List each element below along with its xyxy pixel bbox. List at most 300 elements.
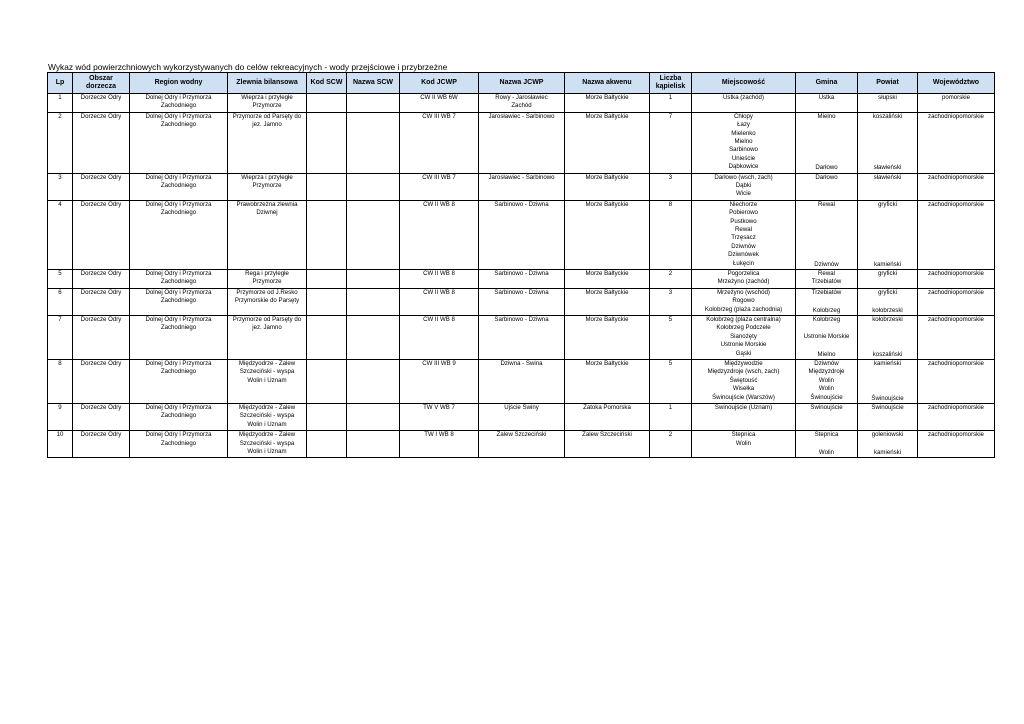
cell-line: Przymorskie do Parsęty (234, 297, 300, 305)
cell-line: Kołobrzeg (plaża centralna) (706, 315, 781, 323)
cell-gmina (796, 315, 858, 359)
cell-line: Dorzecze Odry (80, 359, 122, 367)
cell-miejscowosc (692, 315, 796, 359)
cell-line: Pogorzelica (727, 269, 760, 277)
cell-line: 2 (668, 269, 673, 277)
cell-line: Przymorze (252, 278, 282, 286)
cell-line: 4 (58, 200, 62, 208)
cell-liczba-kapielisk (650, 269, 692, 288)
cell-line: zachodniopomorskie (928, 173, 984, 181)
cell-line: Dorzecze Odry (80, 200, 122, 208)
cell-region-wodny (130, 173, 228, 200)
cell-gmina (796, 200, 858, 269)
cell-wojewodztwo (918, 173, 995, 200)
cell-line: Przymorze od J.Resko (236, 288, 298, 296)
cell-wojewodztwo (918, 112, 995, 173)
cell-lp (48, 94, 73, 113)
cell-powiat (858, 173, 918, 200)
cell-region-wodny (130, 112, 228, 173)
cell-line: gryficki (878, 269, 897, 277)
cell-nazwa-jcwp (479, 288, 565, 315)
cell-line: zachodniopomorskie (928, 359, 984, 367)
cell-line: Dorzecze Odry (80, 431, 122, 439)
cell-line: Wolin i Uznam (247, 376, 287, 384)
cell-line: Międzyodrze - Zalew (238, 431, 296, 439)
cell-line: Świnoujście (871, 403, 904, 411)
cell-kod-jcwp (400, 315, 479, 359)
cell-line: pomorskie (941, 94, 971, 101)
cell-zlewnia-bilansowa (228, 431, 307, 458)
cell-nazwa-jcwp (479, 403, 565, 430)
cell-line: Gąski (735, 349, 752, 357)
header-gmina: Gmina (796, 73, 858, 94)
cell-nazwa-jcwp (479, 269, 565, 288)
cell-zlewnia-bilansowa (228, 403, 307, 430)
table-row (48, 403, 995, 430)
cell-line: Dolnej Odry i Przymorza (145, 403, 212, 411)
table-row (48, 315, 995, 359)
cell-line: Darłowo (wsch, zach) (714, 173, 773, 181)
cell-line: Morze Bałtyckie (585, 200, 629, 208)
cell-gmina (796, 431, 858, 458)
cell-miejscowosc (692, 200, 796, 269)
cell-line: Kołobrzeg (812, 315, 841, 323)
cell-line: Morze Bałtyckie (585, 269, 629, 277)
cell-line: Zachodniego (160, 209, 197, 217)
cell-line: 8 (58, 359, 62, 367)
cell-line: sławieński (873, 164, 902, 172)
cell-line: Dolnej Odry i Przymorza (145, 269, 212, 277)
cell-region-wodny (130, 403, 228, 430)
cell-wojewodztwo (918, 94, 995, 113)
cell-wojewodztwo (918, 269, 995, 288)
cell-line: Ustronie Morskie (720, 341, 767, 349)
cell-line: Dziwna - Świna (500, 359, 543, 367)
cell-kod-jcwp (400, 431, 479, 458)
cell-line: 1 (668, 403, 673, 411)
cell-line: CW II WB 8 (423, 269, 455, 277)
header-nazwa-akwenu: Nazwa akwenu (565, 73, 650, 94)
cell-line: zachodniopomorskie (928, 403, 984, 411)
cell-powiat (858, 112, 918, 173)
cell-obszar-dorzecza (73, 200, 130, 269)
cell-line: Sianożęty (730, 332, 757, 340)
cell-lp (48, 288, 73, 315)
cell-line: Przymorze od Parsęty do (232, 315, 302, 323)
cell-line: Zatoka Pomorska (583, 403, 631, 411)
cell-obszar-dorzecza (73, 269, 130, 288)
cell-line: Dolnej Odry i Przymorza (145, 112, 212, 120)
cell-line: 9 (58, 403, 62, 411)
cell-nazwa-scw (347, 315, 400, 359)
cell-powiat (858, 315, 918, 359)
cell-line: 1 (58, 94, 62, 101)
cell-lp (48, 269, 73, 288)
cell-line: Przymorze (252, 182, 282, 189)
cell-obszar-dorzecza (73, 431, 130, 458)
cell-wojewodztwo (918, 403, 995, 430)
cell-line: Dolnej Odry i Przymorza (145, 359, 212, 367)
cell-line: Ustronie Morskie (803, 333, 850, 341)
cell-miejscowosc (692, 269, 796, 288)
cell-line: Ustka (818, 94, 835, 101)
cell-line: Dolnej Odry i Przymorza (145, 200, 212, 208)
cell-line: Przymorze od Parsęty do (232, 112, 302, 120)
header-zlewnia-bilansowa: Zlewnia bilansowa (228, 73, 307, 94)
cell-line: Wieprza i przyległe (241, 173, 293, 181)
cell-line: Sarbinowo - Dziwna (494, 269, 549, 277)
cell-kod-jcwp (400, 94, 479, 113)
cell-line: 5 (668, 359, 673, 367)
cell-line: Kołobrzeg (812, 306, 841, 314)
cell-nazwa-scw (347, 431, 400, 458)
cell-liczba-kapielisk (650, 288, 692, 315)
cell-zlewnia-bilansowa (228, 269, 307, 288)
cell-region-wodny (130, 200, 228, 269)
cell-nazwa-jcwp (479, 431, 565, 458)
cell-zlewnia-bilansowa (228, 288, 307, 315)
cell-line: Przymorze (252, 102, 282, 110)
table-row (48, 200, 995, 269)
cell-line: Dorzecze Odry (80, 403, 122, 411)
cell-line: zachodniopomorskie (928, 112, 984, 120)
cell-line: Dziwnej (256, 209, 278, 217)
cell-wojewodztwo (918, 200, 995, 269)
cell-line: zachodniopomorskie (928, 315, 984, 323)
cell-kod-jcwp (400, 173, 479, 200)
cell-line: Zalew Szczeciński (496, 431, 547, 439)
cell-line: Międzyodrze - Zalew (238, 359, 296, 367)
cell-line: CW II WB 6W (420, 94, 458, 101)
cell-miejscowosc (692, 112, 796, 173)
cell-line: Kołobrzeg (plaża zachodnia) (704, 305, 783, 313)
cell-nazwa-jcwp (479, 94, 565, 113)
cell-line: Zachodniego (160, 412, 197, 420)
cell-line: Łukęcin (732, 259, 754, 267)
cell-region-wodny (130, 315, 228, 359)
cell-line: Świnoujście (810, 403, 843, 411)
cell-line: Zachodniego (160, 324, 197, 332)
cell-line: Zachodniego (160, 439, 197, 447)
cell-gmina (796, 112, 858, 173)
cell-gmina (796, 359, 858, 403)
cell-line: koszaliński (872, 350, 903, 358)
cell-powiat (858, 288, 918, 315)
cell-line: Wolin (818, 376, 835, 384)
cell-nazwa-akwenu (565, 431, 650, 458)
cell-line: Wolin (735, 439, 752, 447)
cell-line: Morze Bałtyckie (585, 359, 629, 367)
cell-line: Dziwnów (814, 359, 839, 367)
cell-zlewnia-bilansowa (228, 315, 307, 359)
cell-liczba-kapielisk (650, 200, 692, 269)
cell-line: Zachodniego (160, 121, 197, 129)
cell-line: Morze Bałtyckie (585, 288, 629, 296)
cell-region-wodny (130, 359, 228, 403)
cell-line: Międzywodzie (724, 359, 763, 367)
cell-line: Świnoujście (871, 394, 904, 402)
cell-line: CW II WB 8 (423, 288, 455, 296)
cell-liczba-kapielisk (650, 112, 692, 173)
table-row (48, 359, 995, 403)
cell-line: Międzyzdroje (808, 368, 845, 376)
cell-line: Dorzecze Odry (80, 288, 122, 296)
cell-line: Trzebiatów (811, 288, 842, 296)
cell-line: Prawobrzeżna zlewnia (236, 200, 298, 208)
cell-wojewodztwo (918, 431, 995, 458)
cell-line: Dolnej Odry i Przymorza (145, 94, 212, 101)
header-nazwa-scw: Nazwa SCW (347, 73, 400, 94)
cell-line: Niechorze (729, 200, 758, 208)
cell-lp (48, 173, 73, 200)
cell-obszar-dorzecza (73, 112, 130, 173)
cell-wojewodztwo (918, 359, 995, 403)
cell-line: CW II WB 8 (423, 200, 455, 208)
cell-line: Łazy (737, 121, 750, 129)
cell-line: Świętouść (729, 376, 758, 384)
cell-lp (48, 112, 73, 173)
cell-line: TW I WB 8 (424, 431, 454, 439)
cell-gmina (796, 173, 858, 200)
cell-liczba-kapielisk (650, 94, 692, 113)
cell-line: CW III WB 9 (422, 359, 456, 367)
cell-wojewodztwo (918, 288, 995, 315)
cell-line: Sarbinowo - Dziwna (494, 200, 549, 208)
cell-line: Świnoujście (Warszów) (712, 393, 775, 401)
cell-nazwa-jcwp (479, 359, 565, 403)
cell-liczba-kapielisk (650, 173, 692, 200)
header-nazwa-jcwp: Nazwa JCWP (479, 73, 565, 94)
cell-kod-jcwp (400, 403, 479, 430)
cell-line: Trzebiatów (811, 278, 842, 286)
cell-line: Stepnica (814, 431, 839, 439)
cell-obszar-dorzecza (73, 288, 130, 315)
cell-line: Sarbinowo (729, 146, 758, 154)
cell-line: Zachód (511, 102, 532, 110)
cell-line: Wieprza i przyległe (241, 94, 293, 101)
cell-line: Rewal (818, 269, 835, 277)
cell-lp (48, 403, 73, 430)
cell-kod-jcwp (400, 288, 479, 315)
cell-line: 3 (668, 288, 673, 296)
table-row (48, 112, 995, 173)
cell-line: Wolin (818, 385, 835, 393)
cell-kod-jcwp (400, 269, 479, 288)
cell-line: Mielno (817, 112, 836, 120)
cell-line: gryficki (878, 200, 897, 208)
table-row (48, 288, 995, 315)
cell-line: jez. Jamno (252, 121, 282, 129)
cell-line: kołobrzeski (872, 306, 903, 314)
cell-line: Wicie (736, 190, 751, 198)
cell-line: Pobierowo (729, 209, 758, 217)
cell-gmina (796, 269, 858, 288)
cell-nazwa-akwenu (565, 269, 650, 288)
cell-line: Chłopy (734, 112, 753, 120)
cell-line: Dorzecze Odry (80, 94, 122, 101)
cell-line: Międzyzdroje (wsch, zach) (707, 368, 780, 376)
cell-powiat (858, 269, 918, 288)
table-row (48, 431, 995, 458)
cell-line: Wolin (818, 448, 835, 456)
cell-line: Dąbkowice (728, 163, 759, 171)
cell-line: Dąbki (735, 182, 752, 189)
header-obszar-dorzecza: Obszar dorzecza (73, 73, 130, 94)
cell-nazwa-jcwp (479, 112, 565, 173)
cell-line: Rewal (818, 200, 835, 208)
cell-nazwa-akwenu (565, 288, 650, 315)
water-bodies-table (47, 72, 995, 458)
cell-zlewnia-bilansowa (228, 94, 307, 113)
cell-line: 2 (668, 431, 673, 439)
cell-line: Morze Bałtyckie (585, 94, 629, 101)
cell-line: kamieński (873, 448, 902, 456)
cell-line: Dorzecze Odry (80, 269, 122, 277)
cell-line: TW V WB 7 (423, 403, 455, 411)
cell-kod-jcwp (400, 200, 479, 269)
cell-kod-scw (307, 269, 347, 288)
cell-kod-scw (307, 431, 347, 458)
cell-line: Rega i przyległe (245, 269, 289, 277)
cell-line: Darłowo (815, 164, 838, 172)
cell-kod-scw (307, 94, 347, 113)
cell-line: jez. Jamno (252, 324, 282, 332)
cell-nazwa-jcwp (479, 173, 565, 200)
cell-miejscowosc (692, 94, 796, 113)
cell-line: CW III WB 7 (422, 112, 456, 120)
cell-line: 3 (668, 173, 673, 181)
cell-line: Sarbinowo - Dziwna (494, 288, 549, 296)
header-powiat: Powiat (858, 73, 918, 94)
cell-line: 6 (58, 288, 62, 296)
cell-line: 7 (668, 112, 673, 120)
cell-nazwa-scw (347, 173, 400, 200)
cell-line: Zachodniego (160, 297, 197, 305)
cell-line: Wisełka (732, 385, 755, 393)
cell-obszar-dorzecza (73, 94, 130, 113)
cell-zlewnia-bilansowa (228, 173, 307, 200)
cell-liczba-kapielisk (650, 431, 692, 458)
cell-nazwa-akwenu (565, 403, 650, 430)
cell-line: Zachodniego (160, 182, 197, 189)
cell-nazwa-akwenu (565, 359, 650, 403)
cell-kod-jcwp (400, 112, 479, 173)
cell-nazwa-scw (347, 200, 400, 269)
cell-powiat (858, 403, 918, 430)
cell-powiat (858, 94, 918, 113)
cell-line: sławieński (873, 173, 902, 181)
cell-nazwa-scw (347, 403, 400, 430)
cell-line: 2 (58, 112, 62, 120)
cell-line: zachodniopomorskie (928, 269, 984, 277)
cell-nazwa-scw (347, 359, 400, 403)
cell-liczba-kapielisk (650, 359, 692, 403)
cell-nazwa-akwenu (565, 200, 650, 269)
cell-nazwa-jcwp (479, 315, 565, 359)
cell-miejscowosc (692, 431, 796, 458)
cell-zlewnia-bilansowa (228, 200, 307, 269)
cell-nazwa-scw (347, 94, 400, 113)
cell-kod-jcwp (400, 359, 479, 403)
cell-line: Morze Bałtyckie (585, 112, 629, 120)
cell-obszar-dorzecza (73, 173, 130, 200)
cell-line: kamieński (873, 260, 902, 268)
cell-line: Dorzecze Odry (80, 315, 122, 323)
cell-line: kołobrzeski (872, 315, 903, 323)
header-region-wodny: Region wodny (130, 73, 228, 94)
table-row (48, 269, 995, 288)
cell-kod-scw (307, 200, 347, 269)
cell-kod-scw (307, 112, 347, 173)
cell-line: Morze Bałtyckie (585, 315, 629, 323)
header-wojewodztwo: Województwo (918, 73, 995, 94)
cell-line: Dorzecze Odry (80, 173, 122, 181)
cell-line: 8 (668, 200, 673, 208)
cell-lp (48, 200, 73, 269)
header-kod-scw: Kod SCW (307, 73, 347, 94)
cell-line: Sarbinowo - Dziwna (494, 315, 549, 323)
cell-line: Zachodniego (160, 368, 197, 376)
cell-kod-scw (307, 403, 347, 430)
cell-line: 3 (58, 173, 62, 181)
cell-line: kamieński (873, 359, 902, 367)
cell-nazwa-akwenu (565, 173, 650, 200)
cell-line: Ustka (zachód) (723, 94, 764, 101)
cell-region-wodny (130, 431, 228, 458)
cell-line: 7 (58, 315, 62, 323)
cell-line: słupski (878, 94, 897, 101)
cell-obszar-dorzecza (73, 315, 130, 359)
cell-line: Darłowo (815, 173, 838, 181)
cell-line: 10 (56, 431, 64, 439)
cell-gmina (796, 288, 858, 315)
cell-line: 5 (58, 269, 62, 277)
cell-region-wodny (130, 94, 228, 113)
cell-line: 1 (668, 94, 673, 101)
cell-line: Jarosławiec - Sarbinowo (488, 173, 555, 181)
cell-miejscowosc (692, 403, 796, 430)
cell-line: Unieście (731, 154, 756, 162)
cell-powiat (858, 359, 918, 403)
cell-line: Stepnica (731, 431, 756, 439)
cell-miejscowosc (692, 173, 796, 200)
cell-line: Świnoujście (810, 393, 843, 401)
header-kod-jcwp: Kod JCWP (400, 73, 479, 94)
cell-line: Szczeciński - wyspa (239, 412, 295, 420)
cell-obszar-dorzecza (73, 403, 130, 430)
cell-zlewnia-bilansowa (228, 359, 307, 403)
cell-line: zachodniopomorskie (928, 288, 984, 296)
cell-line: Mrzeżyno (zachód) (717, 278, 770, 286)
header-miejscowosc: Miejscowość (692, 73, 796, 94)
cell-nazwa-scw (347, 288, 400, 315)
cell-line: goleniowski (871, 431, 904, 439)
header-row (48, 73, 995, 94)
cell-liczba-kapielisk (650, 403, 692, 430)
cell-kod-scw (307, 288, 347, 315)
cell-line: Szczeciński - wyspa (239, 368, 295, 376)
cell-line: Jarosławiec - Sarbinowo (488, 112, 555, 120)
cell-line: Rewal (735, 226, 752, 233)
cell-miejscowosc (692, 359, 796, 403)
cell-line: Morze Bałtyckie (585, 173, 629, 181)
cell-lp (48, 431, 73, 458)
cell-nazwa-akwenu (565, 112, 650, 173)
cell-line: gryficki (878, 288, 897, 296)
cell-line: CW III WB 7 (422, 173, 456, 181)
header-lp: Lp (48, 73, 73, 94)
cell-line: Mielno (734, 138, 753, 146)
